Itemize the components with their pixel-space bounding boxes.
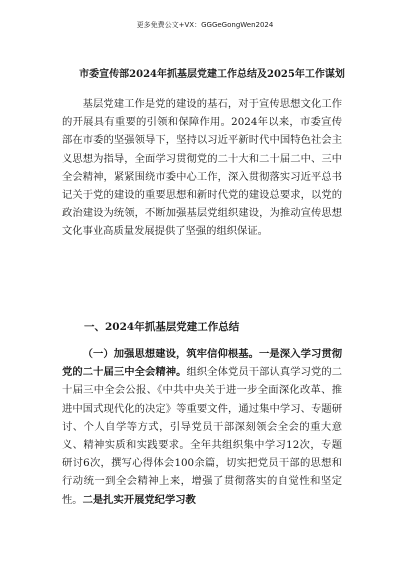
intro-paragraph: 基层党建工作是党的建设的基石，对于宣传思想文化工作的开展具有重要的引领和保障作用。2024年以来，市委宣传部在市委的坚强领导下，坚持以习近平新时代中国特色社会主义思想为指导，全面学习贯彻党的二十大和二十届二中、三中全会精神，紧紧围绕市委中心工作，深入贯彻落实习近平总书记关于党的建设的重要思想和新时代党的建设总要求，以党的政治建设为统领，不断加强基层党组织建设，为推动宣传思想文化事业高质量发展提供了坚强的组织保证。 — [62, 98, 342, 238]
paragraph-2-lead: （一）加强思想建设，筑牢信仰根基。一是深入学习贯彻党的二十届三中全会精神。 — [62, 348, 342, 379]
paragraph-2 — [62, 345, 342, 509]
paragraph-2-tail: 二是扎实开展党纪学习教 — [82, 493, 196, 506]
paragraph-2-body: 组织全体党员干部认真学习党的二十届三中全会公报、《中共中央关于进一步全面深化改革、推进中国式现代化的决定》等重要文件，通过集中学习、专题研讨、个人自学等方式，引导党员干部深刻领会全会的重大意义、精神实质和实践要求。全年共组织集中学习12次，专题研讨6次，撰写心得体会100余篇，切实把党员干部的思想和行动统一到全会精神上来，增强了贯彻落实的自觉性和坚定性。 — [62, 366, 343, 506]
header-note: 更多免费公文+VX：GGGeGongWen2024 — [136, 21, 274, 29]
section-heading: 一、2024年抓基层党建工作总结 — [84, 321, 240, 333]
document-title: 市委宣传部2024年抓基层党建工作总结及2025年工作谋划 — [79, 69, 345, 80]
